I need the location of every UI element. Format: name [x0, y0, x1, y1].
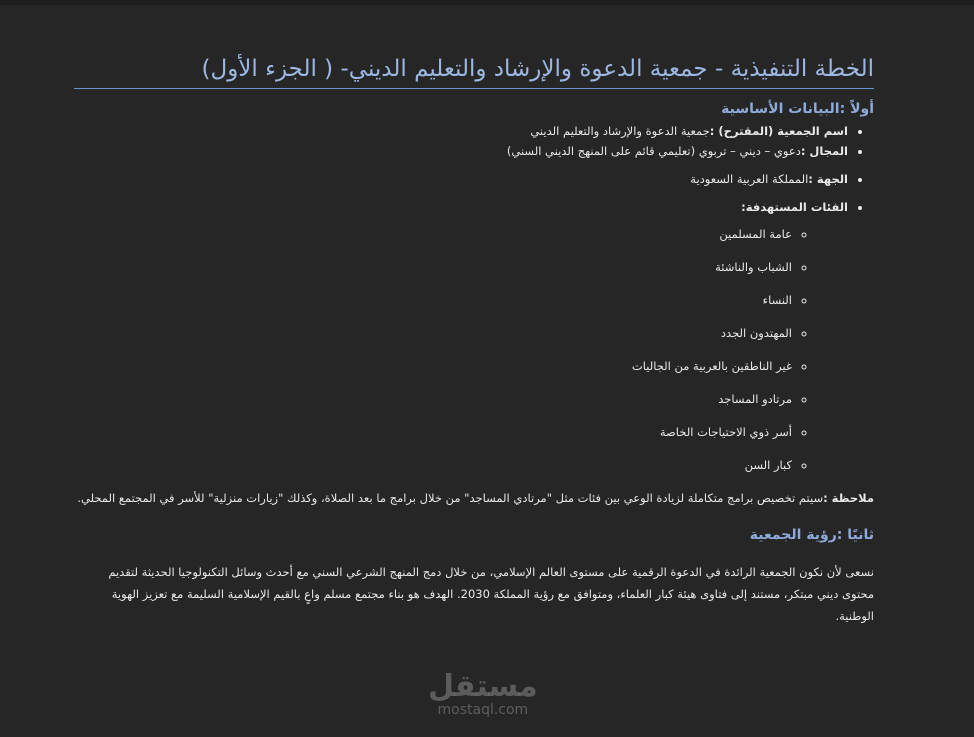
document-page: [74, 56, 874, 627]
item-label: الفئات المستهدفة:: [741, 200, 848, 214]
list-item: [74, 121, 848, 141]
item-value: دعوي – ديني – تربوي (تعليمي قائم على المنهج الديني السني): [506, 144, 801, 158]
watermark-en: mostaql.com: [437, 702, 529, 718]
top-bar: [0, 0, 974, 5]
document-title: الخطة التنفيذية - جمعية الدعوة والإرشاد والتعليم الديني- ( الجزء الأول): [74, 56, 874, 89]
target-group: ◦ النساء: [74, 289, 792, 311]
target-groups-list: [74, 223, 848, 476]
item-label: الجهة :: [808, 172, 848, 186]
target-group: ◦ الشباب والناشئة: [74, 256, 792, 278]
target-group: ◦ مرتادو المساجد: [74, 388, 792, 410]
target-group: ◦ كبار السن: [74, 454, 792, 476]
item-label: اسم الجمعية (المقترح) :: [709, 124, 848, 138]
item-value: المملكة العربية السعودية: [690, 172, 809, 186]
note: [74, 487, 874, 509]
note-label: ملاحظة :: [823, 491, 874, 505]
watermark-ar: مستقل: [428, 669, 538, 704]
section-heading-vision: ثانيًا :رؤية الجمعية: [749, 527, 874, 543]
list-item: [74, 197, 848, 476]
section-heading-basic-info: أولاً :البيانات الأساسية: [721, 101, 874, 117]
item-label: المجال :: [800, 144, 848, 158]
vision-text: نسعى لأن نكون الجمعية الرائدة في الدعوة الرقمية على مستوى العالم الإسلامي، من خلال دمج المنهج الشرعي السني مع أحدث وسائل التكنولوجيا الحديثة لتقديم محتوى ديني مبتكر، مستند إلى فتاوى هيئة كبار العلماء، ومتوافق مع رؤية المملكة 2030. الهدف هو بناء مجتمع مسلم واعٍ بالقيم الإسلامية السليمة مع تعزيز الهوية الوطنية.: [108, 565, 874, 623]
target-group: ◦ المهتدون الجدد: [74, 322, 792, 344]
basic-info-list: [74, 121, 874, 476]
list-item: [74, 169, 848, 189]
note-text: سيتم تخصيص برامج متكاملة لزيادة الوعي بين فئات مثل "مرتادي المساجد" من خلال برامج ما بعد الصلاة، وكذلك "زيارات منزلية" للأسر في المجتمع المحلي.: [77, 491, 824, 505]
target-group: ◦ عامة المسلمين: [74, 223, 792, 245]
target-group: ◦ غير الناطقين بالعربية من الجاليات: [74, 355, 792, 377]
target-group: ◦ أسر ذوي الاحتياجات الخاصة: [74, 421, 792, 443]
item-value: جمعية الدعوة والإرشاد والتعليم الديني: [530, 124, 710, 138]
list-item: [74, 141, 848, 161]
watermark-logo: [428, 669, 538, 718]
